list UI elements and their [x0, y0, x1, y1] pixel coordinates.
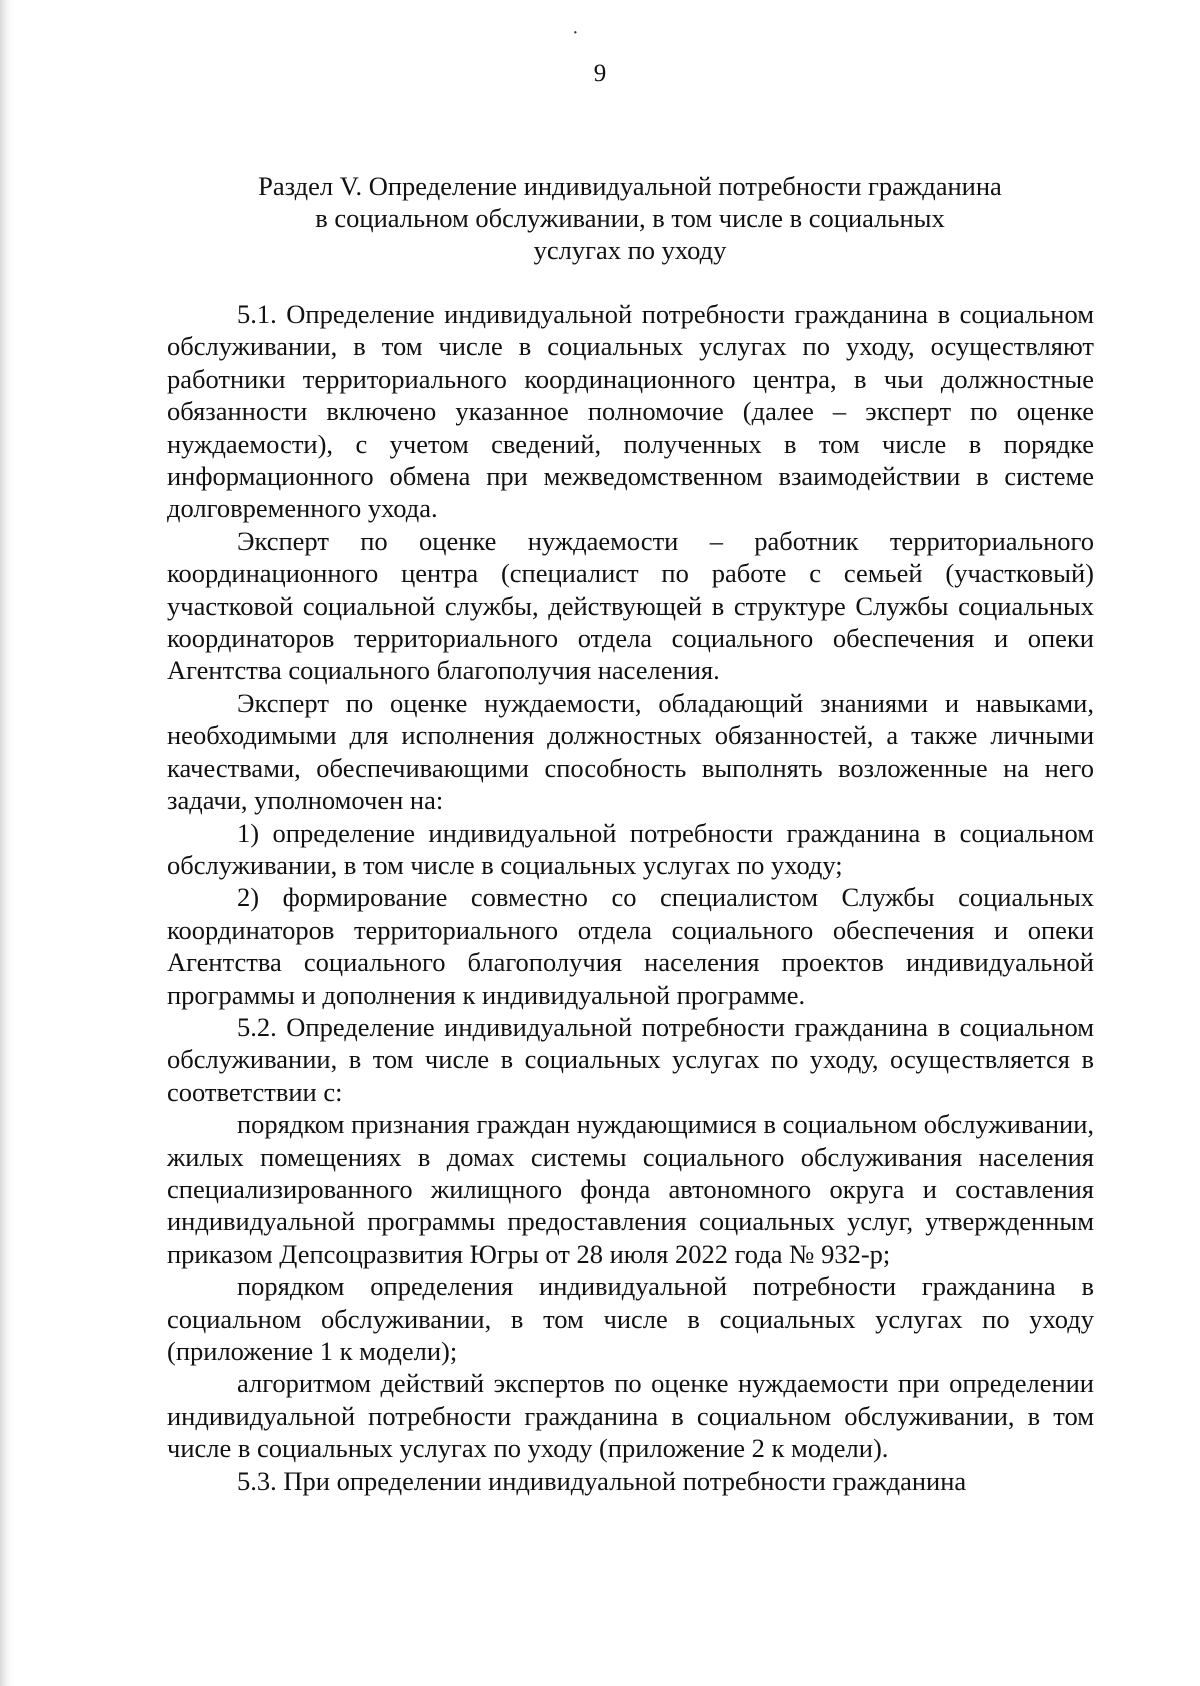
list-item-1: 1) определение индивидуальной потребности гражданина в социальном обслуживании, в том числе в социальных услугах по уходу;	[167, 817, 1094, 880]
document-body	[167, 298, 1094, 1497]
paragraph-5-1: 5.1. Определение индивидуальной потребности гражданина в социальном обслуживании, в том числе в социальных услугах по уходу, осуществляют работники территориального координационного центра, в чьи должностные обязанности включено указанное полномочие (далее – эксперт по оценке нуждаемости), с учетом сведений, полученных в том числе в порядке информационного обмена при межведомственном взаимодействии в системе долговременного ухода.	[167, 299, 1094, 524]
paragraph-expert-definition: Эксперт по оценке нуждаемости – работник территориального координационного центра (специалист по работе с семьей (участковый) участковой социальной службы, действующей в структуре Службы социальных координаторов территориального отдела социального обеспечения и опеки Агентства социального благополучия населения.	[167, 525, 1094, 686]
paragraph-5-2: 5.2. Определение индивидуальной потребности гражданина в социальном обслуживании, в том числе в социальных услугах по уходу, осуществляется в соответствии с:	[167, 1011, 1094, 1107]
scan-edge-shadow	[0, 0, 14, 1686]
list-item-algorithm: алгоритмом действий экспертов по оценке нуждаемости при определении индивидуальной потребности гражданина в социальном обслуживании, в том числе в социальных услугах по уходу (приложение 2 к модели).	[167, 1368, 1094, 1464]
list-item-order-recognition: порядком признания граждан нуждающимися в социальном обслуживании, жилых помещениях в домах системы социального обслуживания населения специализированного жилищного фонда автономного округа и составления индивидуальной программы предоставления социальных услуг, утвержденным приказом Депсоцразвития Югры от 28 июля 2022 года № 932-р;	[167, 1109, 1094, 1269]
paragraph-5-3: 5.3. При определении индивидуальной потребности гражданина	[237, 1465, 967, 1496]
section-heading-line: в социальном обслуживании, в том числе в социальных	[315, 203, 945, 233]
section-heading-line: Раздел V. Определение индивидуальной потребности гражданина	[258, 171, 1002, 201]
list-item-order-determination: порядком определения индивидуальной потребности гражданина в социальном обслуживании, в том числе в социальных услугах по уходу (приложение 1 к модели);	[167, 1271, 1094, 1366]
paragraph-expert-powers: Эксперт по оценке нуждаемости, обладающий знаниями и навыками, необходимыми для исполнения должностных обязанностей, а также личными качествами, обеспечивающими способность выполнять возложенные на него задачи, уполномочен на:	[167, 687, 1094, 816]
section-heading-line: услугах по уходу	[533, 235, 727, 265]
section-heading	[210, 170, 1050, 266]
scan-artifact-mark: ·	[572, 22, 579, 44]
page-number: 9	[593, 60, 607, 87]
list-item-2: 2) формирование совместно со специалистом Службы социальных координаторов территориального отдела социального обеспечения и опеки Агентства социального благополучия населения проектов индивидуальной программы и дополнения к индивидуальной программе.	[167, 882, 1094, 1010]
